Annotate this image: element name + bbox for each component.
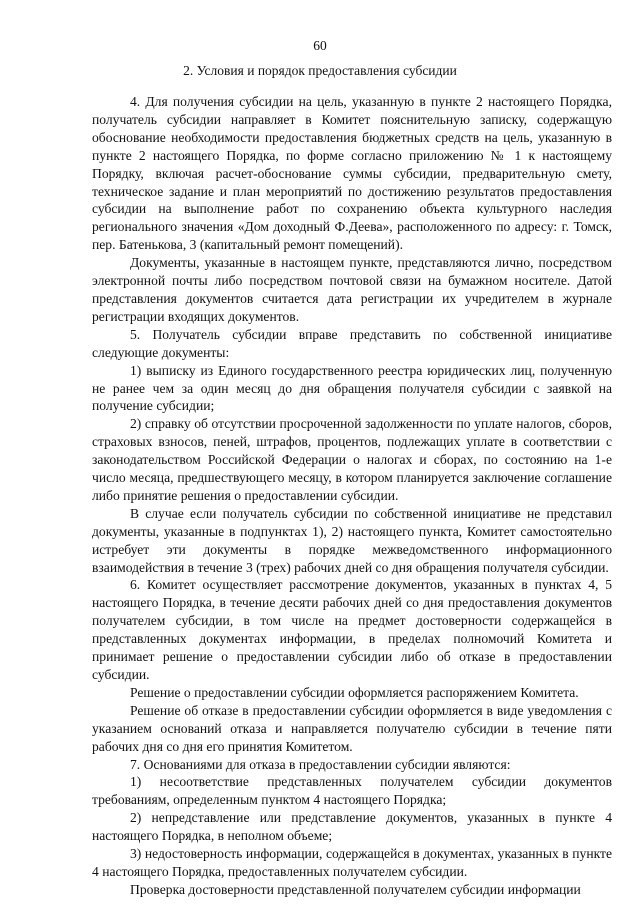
paragraph-item-5: 5. Получатель субсидии вправе представить по собственной инициативе следующие документы: (92, 326, 612, 360)
paragraph-item-7-1: 1) несоответствие представленных получателем субсидии документов требованиям, определенным пунктом 4 настоящего Порядка; (92, 774, 612, 808)
document-body (92, 93, 612, 899)
paragraph-interagency-request: В случае если получатель субсидии по собственной инициативе не представил документы, указанные в подпунктах 1), 2) настоящего пункта, Комитет самостоятельно истребует эти документы в порядке межведомственного информационного взаимодействия в течение 3 (трех) рабочих дней со дня обращения получателя субсидии. (92, 505, 612, 575)
page-number: 60 (313, 38, 327, 53)
paragraph-item-7-3: 3) недостоверность информации, содержащейся в документах, указанных в пункте 4 настоящего Порядка, предоставленных получателем субсидии. (92, 846, 612, 879)
section-title: 2. Условия и порядок предоставления субсидии (183, 63, 457, 78)
paragraph-item-4: 4. Для получения субсидии на цель, указанную в пункте 2 настоящего Порядка, получатель субсидии направляет в Комитет пояснительную записку, содержащую обоснование необходимости предоставления бюджетных средств на цель, указанную в пункте 2 настоящего Порядка, по форме согласно приложению № 1 к настоящему Порядку, включая расчет-обоснование суммы субсидии, предварительную смету, техническое задание и план мероприятий по достижению результатов предоставления субсидии на выполнение работ по сохранению объекта культурного наследия регионального значения «Дом доходный Ф.Деева», расположенного по адресу: г. Томск, пер. Батенькова, 3 (капитальный ремонт помещений). (92, 94, 612, 253)
paragraph-item-7: 7. Основаниями для отказа в предоставлении субсидии являются: (130, 756, 511, 772)
paragraph-item-5-1: 1) выписку из Единого государственного реестра юридических лиц, полученную не ранее чем за один месяц до дня обращения получателя субсидии с заявкой на получение субсидии; (92, 362, 612, 414)
paragraph-item-5-2: 2) справку об отсутствии просроченной задолженности по уплате налогов, сборов, страховых взносов, пеней, штрафов, процентов, подлежащих уплате в соответствии с законодательством Российской Федерации о налогах и сборах, по состоянию на 1-е число месяца, предшествующего месяцу, в котором планируется заключение соглашение либо принятие решения о предоставлении субсидии. (92, 416, 612, 503)
paragraph-verification: Проверка достоверности представленной получателем субсидии информации (130, 881, 581, 897)
paragraph-refusal-decision: Решение об отказе в предоставлении субсидии оформляется в виде уведомления с указанием оснований отказа и направляется получателю субсидии в течение пяти рабочих дня со дня его принятия Комитетом. (92, 702, 612, 754)
paragraph-item-7-2: 2) непредставление или представление документов, указанных в пункте 4 настоящего Порядка, в неполном объеме; (92, 810, 612, 844)
paragraph-documents-submission: Документы, указанные в настоящем пункте, представляются лично, посредством электронной почты либо посредством почтовой связи на бумажном носителе. Датой представления документов считается дата регистрации их учредителем в журнале регистрации входящих документов. (92, 255, 612, 324)
paragraph-item-6: 6. Комитет осуществляет рассмотрение документов, указанных в пунктах 4, 5 настоящего Порядка, в течение десяти рабочих дней со дня предоставления документов получателем субсидии, в том числе на предмет достоверности содержащейся в представленных документах информации, в пределах полномочий Комитета и принимает решение о предоставлении субсидии либо об отказе в предоставлении субсидии. (92, 577, 612, 682)
paragraph-grant-decision: Решение о предоставлении субсидии оформляется распоряжением Комитета. (130, 684, 579, 700)
